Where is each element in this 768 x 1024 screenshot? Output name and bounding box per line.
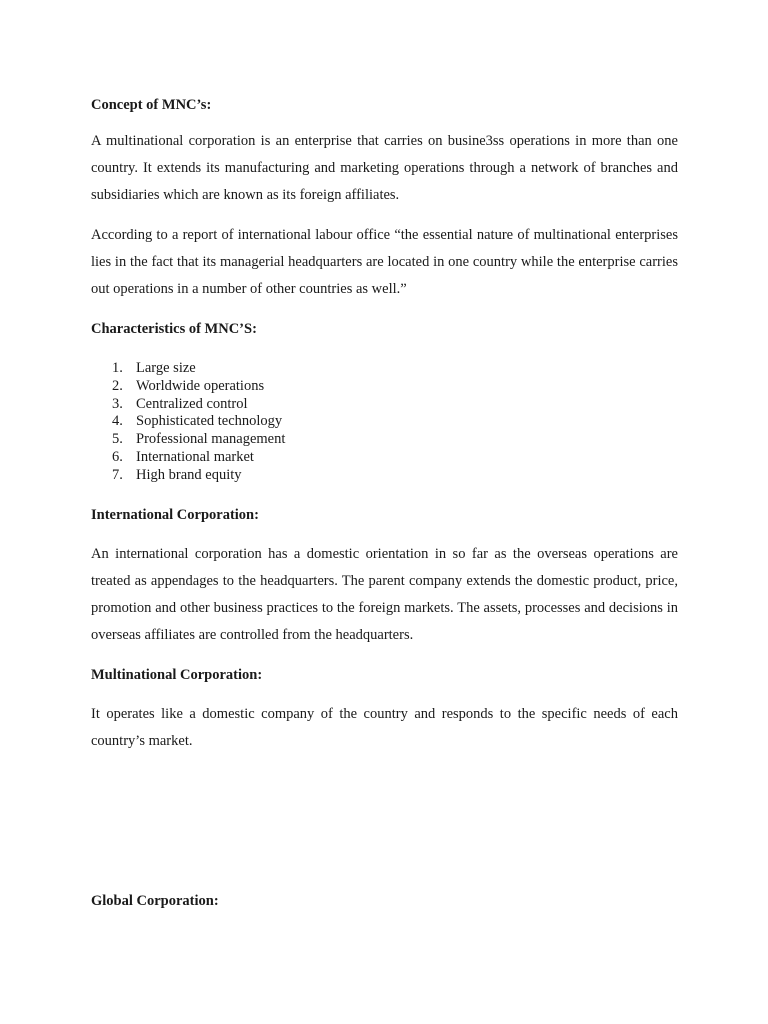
multinational-heading: Multinational Corporation: <box>91 667 263 683</box>
list-item-number: 3. <box>112 395 123 412</box>
list-item <box>91 360 285 378</box>
list-item-text: Worldwide operations <box>136 377 265 394</box>
concept-paragraph-1: A multinational corporation is an enterprise that carries on busine3ss operations in more than one country. It extends its manufacturing and marketing operations through a network of branches and subsidiaries which are known as its foreign affiliates. <box>91 133 678 203</box>
list-item-text: Sophisticated technology <box>136 413 283 430</box>
international-heading: International Corporation: <box>91 507 259 523</box>
list-item-number: 4. <box>112 413 123 430</box>
list-item-text: High brand equity <box>136 466 242 483</box>
list-item <box>91 378 285 396</box>
concept-heading: Concept of MNC’s: <box>91 97 212 113</box>
list-item <box>91 413 285 431</box>
characteristics-heading: Characteristics of MNC’S: <box>91 321 257 337</box>
list-item <box>91 396 285 414</box>
list-item-number: 1. <box>112 360 123 376</box>
list-item-number: 6. <box>112 448 123 465</box>
list-item-number: 2. <box>112 377 123 394</box>
list-item <box>91 449 285 467</box>
list-item <box>91 431 285 449</box>
international-paragraph: An international corporation has a domestic orientation in so far as the overseas operations are treated as appendages to the headquarters. The parent company extends the domestic product, price, promotion and other business practices to the foreign markets. The assets, processes and decisions in overseas affiliates are controlled from the headquarters. <box>91 546 678 643</box>
multinational-paragraph: It operates like a domestic company of the country and responds to the specific needs of each country’s market. <box>91 706 678 749</box>
global-heading: Global Corporation: <box>91 893 219 909</box>
list-item-number: 7. <box>112 466 123 483</box>
list-item-text: Centralized control <box>136 395 248 412</box>
list-item-text: Large size <box>136 360 196 376</box>
concept-paragraph-2: According to a report of international labour office “the essential nature of multinational enterprises lies in the fact that its managerial headquarters are located in one country while the enterprise carries out operations in a number of other countries as well.” <box>91 227 678 297</box>
list-item <box>91 467 285 485</box>
characteristics-list <box>91 360 285 485</box>
list-item-text: International market <box>136 448 254 465</box>
list-item-text: Professional management <box>136 431 286 448</box>
list-item-number: 5. <box>112 431 123 448</box>
